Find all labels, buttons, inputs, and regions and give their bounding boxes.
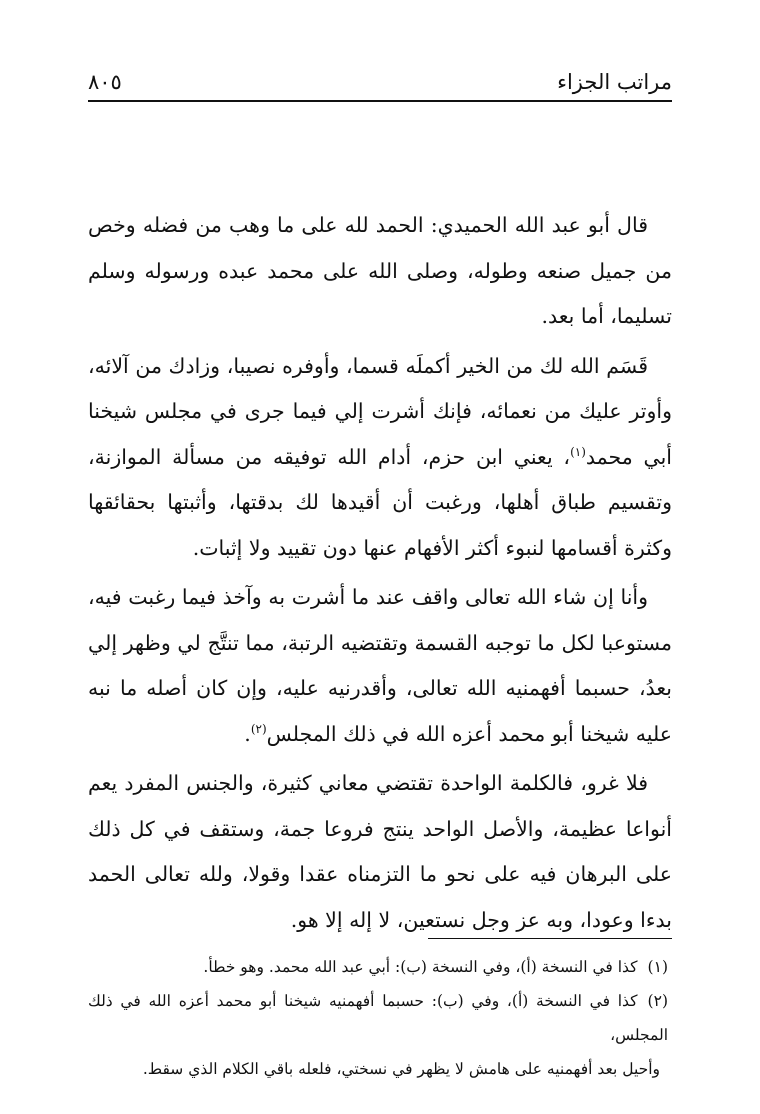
paragraph-opening [88, 203, 672, 340]
paragraph-text: قال أبو عبد الله الحميدي: الحمد لله على ما وهب من فضله وخص من جميل صنعه وطوله، وصلى الله على محمد عبده ورسوله وسلم تسليما، أما بعد. [88, 213, 672, 328]
paragraph-text: فلا غرو، فالكلمة الواحدة تقتضي معاني كثيرة، والجنس المفرد يعم أنواعا عظيمة، والأصل الواحد ينتج فروعا جمة، وستقف في كل ذلك على البرهان فيه على نحو ما التزمناه عقدا وقولا، ولله تعالى الحمد بدءا وعودا، وبه عز وجل نستعين، لا إله إلا هو. [88, 771, 672, 932]
footnote-number: (٢) [647, 992, 668, 1010]
paragraph-fala-gharw [88, 761, 672, 943]
paragraph-text: قَسَم الله لك من الخير أكملَه قسما، وأوفره نصيبا، وزادك من آلائه، وأوتر عليك من نعمائه، فإنك أشرت إلي فيما جرى في مجلس شيخنا أبي محمد [88, 353, 672, 469]
paragraph-text: . [244, 721, 251, 746]
footnote-number: (١) [647, 958, 668, 976]
footnote-1 [88, 950, 672, 984]
page-header [88, 62, 672, 102]
footnote-2-continuation [88, 1052, 672, 1086]
running-title: مراتب الجزاء [557, 70, 672, 94]
footnote-ref-1[interactable]: (١) [570, 444, 586, 459]
footnote-ref-2[interactable]: (٢) [250, 721, 267, 736]
paragraph-wa-ana [88, 575, 672, 757]
footnote-text: كذا في النسخة (أ)، وفي (ب): حسبما أفهمنيه شيخنا أبو محمد أعزه الله في ذلك المجلس، [88, 992, 668, 1044]
footnote-2 [88, 984, 672, 1052]
footnote-text: كذا في النسخة (أ)، وفي النسخة (ب): أبي عبد الله محمد. وهو خطأ. [203, 958, 638, 976]
main-text [88, 203, 672, 947]
paragraph-text: وأنا إن شاء الله تعالى واقف عند ما أشرت به وآخذ فيما رغبت فيه، مستوعبا لكل ما توجبه القسمة وتقتضيه الرتبة، مما تنتَّج لي وظهر إلي بعدُ، حسبما أفهمنيه الله تعالى، وأقدرنيه عليه، وإن كان أصله ما نبه عليه شيخنا أبو محمد أعزه الله في ذلك المجلس [88, 585, 672, 746]
footnote-separator [428, 938, 672, 939]
footnotes [88, 950, 672, 1086]
page-number: ٨٠٥ [88, 70, 122, 94]
paragraph-text: ، يعني ابن حزم، أدام الله توفيقه من مسألة الموازنة، وتقسيم طباق أهلها، ورغبت أن أقيدها لك بدقتها، وأثبتها بحقائقها وكثرة أقسامها لنبوء أكثر الأفهام عنها دون تقييد ولا إثبات. [88, 444, 672, 560]
footnote-text: وأحيل بعد أفهمنيه على هامش لا يظهر في نسختي، فلعله باقي الكلام الذي سقط. [142, 1060, 660, 1078]
paragraph-qasam [88, 344, 672, 572]
